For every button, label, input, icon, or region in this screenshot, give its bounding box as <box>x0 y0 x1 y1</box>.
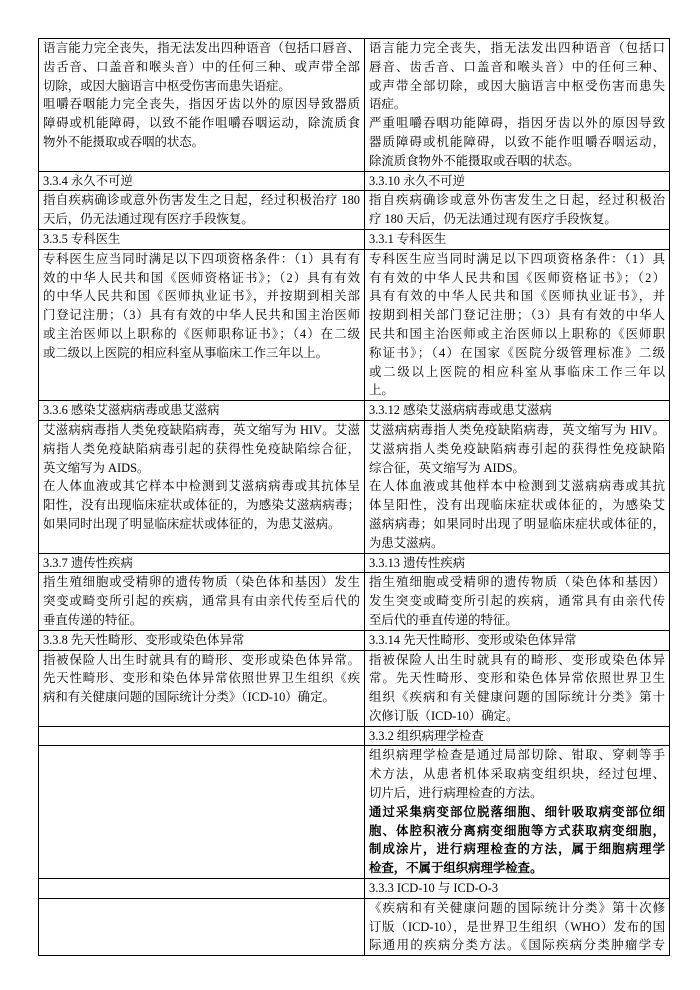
clause-heading: 3.3.4 永久不可逆 <box>43 173 133 188</box>
table-row <box>39 898 670 955</box>
clause-text-line: 组织《疾病和有关健康问题的国际统计分类》第十 <box>369 690 665 705</box>
clause-text-line: 艾滋病病毒指人类免疫缺陷病毒，英文缩写为 HIV。艾滋 <box>43 422 360 437</box>
left-cell-empty <box>39 726 365 746</box>
clause-text-line: 次修订版（ICD-10）确定。 <box>369 708 519 723</box>
left-cell-empty <box>39 898 365 955</box>
left-cell <box>39 420 365 553</box>
table-row <box>39 746 670 879</box>
left-cell <box>39 249 365 400</box>
clause-text-line: 突变或畸变所引起的疾病，通常具有由亲代传至后代的 <box>43 594 360 609</box>
heading-row <box>39 879 670 899</box>
table-row <box>39 191 670 230</box>
clause-text-line: 语言能力完全丧失，指无法发出四种语音（包括口唇音、 <box>43 41 360 55</box>
left-cell <box>39 191 365 230</box>
left-cell <box>39 630 365 650</box>
clause-text-line: 常。先天性畸形、变形和染色体异常依照世界卫生 <box>369 671 665 686</box>
left-cell <box>39 401 365 421</box>
clause-text-line: 或二级以上医院的相应科室从事临床工作三年以上。 <box>43 345 328 360</box>
heading-row <box>39 630 670 650</box>
right-cell <box>365 726 670 746</box>
clause-text-line: 《疾病和有关健康问题的国际统计分类》第十次修 <box>369 900 665 915</box>
right-cell <box>365 401 670 421</box>
clause-text-line: 病和有关健康问题的国际统计分类》（ICD-10）确定。 <box>43 690 335 705</box>
clause-text-line: 艾滋病病毒指人类免疫缺陷病毒，英文缩写为 HIV。 <box>369 422 665 437</box>
clause-emphasis-line: 检查，不属于组织病理学检查。 <box>369 861 543 876</box>
clause-text-line: 门登记注册；（3）具有有效的中华人民共和国主治医师 <box>43 308 360 323</box>
clause-text-line: 或声带全部切除，或因大脑语言中枢受伤害而患失 <box>369 78 665 93</box>
clause-text-line: 或二级以上医院的相应科室从事临床工作三年以 <box>369 364 665 379</box>
right-cell <box>365 249 670 400</box>
table-row <box>39 573 670 630</box>
clause-heading: 3.3.13 遗传性疾病 <box>369 555 466 570</box>
right-cell <box>365 573 670 630</box>
clause-text-line: 病指人类免疫缺陷病毒引起的获得性免疫缺陷综合征， <box>43 441 360 456</box>
clause-heading: 3.3.7 遗传性疾病 <box>43 555 133 570</box>
clause-text-line: 障碍或机能障碍，以致不能作咀嚼吞咽运动，除流质食 <box>43 116 360 131</box>
table-row <box>39 650 670 726</box>
clause-heading: 3.3.12 感染艾滋病病毒或患艾滋病 <box>369 403 552 418</box>
clause-text-line: 按期到相关部门登记注册；（3）具有有效的中华人 <box>369 308 665 323</box>
clause-text-line: 唇音、齿舌音、口盖音和喉头音）中的任何三种、 <box>369 59 665 74</box>
clause-text-line: 指自疾病确诊或意外伤害发生之日起，经过积极治疗 180 <box>43 193 360 208</box>
clause-text-line: 指被保险人出生时就具有的畸形、变形或染色体异常。 <box>43 652 360 667</box>
clause-text-line: 术方法，从患者机体采取病变组织块，经过包埋、 <box>369 767 665 782</box>
right-cell <box>365 229 670 249</box>
clause-text-line: 效的中华人民共和国《医师资格证书》；（2）具有有效 <box>43 270 360 285</box>
clause-heading: 3.3.1 专科医生 <box>369 231 447 246</box>
left-cell <box>39 650 365 726</box>
clause-text-line: 的中华人民共和国《医师执业证书》，并按期到相关部 <box>43 289 360 304</box>
table-row <box>39 39 670 172</box>
left-cell <box>39 553 365 573</box>
clause-text-line: 滋病病毒；如果同时出现了明显临床症状或体征的， <box>369 516 665 531</box>
clause-heading: 3.3.14 先天性畸形、变形或染色体异常 <box>369 632 577 647</box>
right-cell <box>365 420 670 553</box>
clause-text-line: 有有效的中华人民共和国《医师资格证书》；（2） <box>369 270 665 285</box>
right-cell <box>365 191 670 230</box>
left-cell-empty <box>39 879 365 899</box>
clause-text-line: 疗 180 天后，仍无法通过现有医疗手段恢复。 <box>369 212 617 227</box>
clause-text-line: 除流质食物外不能摄取或吞咽的状态。 <box>369 153 580 168</box>
clause-text-line: 先天性畸形、变形和染色体异常依照世界卫生组织《疾 <box>43 671 360 686</box>
clause-text-line: 具有有效的中华人民共和国《医师执业证书》，并 <box>369 289 665 304</box>
clause-text-line: 际通用的疾病分类方法。《国际疾病分类肿瘤学专 <box>369 938 665 953</box>
clause-text-line: 专科医生应当同时满足以下四项资格条件：（1）具有有 <box>43 251 360 266</box>
clause-text-line: 切除，或因大脑语言中枢受伤害而患失语症。 <box>43 78 291 93</box>
left-cell-empty <box>39 746 365 879</box>
clause-text-line: 专科医生应当同时满足以下四项资格条件：（1）具 <box>369 251 665 266</box>
clause-emphasis-line: 胞、体腔积液分离病变细胞等方式获取病变细胞， <box>369 823 665 838</box>
clause-text-line: 或主治医师以上职称的《医师职称证书》；（4）在二级 <box>43 326 360 341</box>
clause-text-line: 严重咀嚼吞咽功能障碍，指因牙齿以外的原因导致 <box>369 116 665 131</box>
heading-row <box>39 171 670 191</box>
clause-text-line: 阳性，没有出现临床症状或体征的，为感染艾滋病病毒； <box>43 498 360 513</box>
right-cell <box>365 630 670 650</box>
clause-text-line: 综合征，英文缩写为 AIDS。 <box>369 460 525 475</box>
clause-comparison-table <box>38 38 670 956</box>
clause-heading: 3.3.6 感染艾滋病病毒或患艾滋病 <box>43 403 220 418</box>
clause-text-line: 指被保险人出生时就具有的畸形、变形或染色体异 <box>369 652 665 667</box>
clause-text-line: 指自疾病确诊或意外伤害发生之日起，经过积极治 <box>369 193 665 208</box>
left-cell <box>39 229 365 249</box>
heading-row <box>39 229 670 249</box>
clause-text-line: 民共和国主治医师或主治医师以上职称的《医师职 <box>369 326 665 341</box>
left-cell <box>39 573 365 630</box>
clause-text-line: 至后代的垂直传递的特征。 <box>369 612 518 627</box>
clause-text-line: 英文缩写为 AIDS。 <box>43 460 150 475</box>
clause-text-line: 订版（ICD-10），是世界卫生组织（WHO）发布的国 <box>369 919 665 934</box>
right-cell <box>365 746 670 879</box>
clause-text-line: 垂直传递的特征。 <box>43 612 143 627</box>
clause-text-line: 如果同时出现了明显临床症状或体征的，为患艾滋病。 <box>43 516 341 531</box>
table-row <box>39 420 670 553</box>
clause-text-line: 组织病理学检查是通过局部切除、钳取、穿刺等手 <box>369 748 665 763</box>
clause-emphasis-line: 制成涂片，进行病理检查的方法，属于细胞病理学 <box>369 842 665 857</box>
clause-heading: 3.3.2 组织病理学检查 <box>369 728 484 743</box>
left-cell <box>39 171 365 191</box>
clause-text-line: 艾滋病指人类免疫缺陷病毒引起的获得性免疫缺陷 <box>369 441 665 456</box>
clause-text-line: 齿舌音、口盖音和喉头音）中的任何三种、或声带全部 <box>43 59 360 74</box>
clause-text-line: 语症。 <box>369 97 407 112</box>
right-cell <box>365 650 670 726</box>
clause-text-line: 器质障碍或机能障碍，以致不能作咀嚼吞咽运动， <box>369 134 665 149</box>
right-cell <box>365 879 670 899</box>
clause-text-line: 指生殖细胞或受精卵的遗传物质（染色体和基因） <box>369 575 665 590</box>
clause-heading: 3.3.10 永久不可逆 <box>369 173 466 188</box>
clause-text-line: 天后，仍无法通过现有医疗手段恢复。 <box>43 212 254 227</box>
table-row <box>39 249 670 400</box>
clause-text-line: 语言能力完全丧失，指无法发出四种语音（包括口 <box>369 41 665 55</box>
heading-row <box>39 553 670 573</box>
clause-heading: 3.3.8 先天性畸形、变形或染色体异常 <box>43 632 245 647</box>
right-cell <box>365 171 670 191</box>
clause-text-line: 咀嚼吞咽能力完全丧失，指因牙齿以外的原因导致器质 <box>43 97 360 112</box>
clause-emphasis-line: 通过采集病变部位脱落细胞、细针吸取病变部位细 <box>369 804 665 819</box>
clause-text-line: 体呈阳性，没有出现临床症状或体征的，为感染艾 <box>369 498 665 513</box>
clause-heading: 3.3.5 专科医生 <box>43 231 121 246</box>
clause-text-line: 指生殖细胞或受精卵的遗传物质（染色体和基因）发生 <box>43 575 360 590</box>
clause-text-line: 在人体血液或其它样本中检测到艾滋病病毒或其抗体呈 <box>43 479 360 494</box>
clause-text-line: 上。 <box>369 383 394 398</box>
clause-text-line: 切片后，进行病理检查的方法。 <box>369 786 543 801</box>
clause-text-line: 在人体血液或其他样本中检测到艾滋病病毒或其抗 <box>369 479 665 494</box>
clause-text-line: 为患艾滋病。 <box>369 535 444 550</box>
right-cell <box>365 553 670 573</box>
clause-text-line: 发生突变或畸变所引起的疾病，通常具有由亲代传 <box>369 594 665 609</box>
right-cell <box>365 898 670 955</box>
heading-row <box>39 726 670 746</box>
heading-row <box>39 401 670 421</box>
clause-text-line: 称证书》；（4）在国家《医院分级管理标准》二级 <box>369 345 665 360</box>
right-cell <box>365 39 670 172</box>
left-cell <box>39 39 365 172</box>
clause-heading: 3.3.3 ICD-10 与 ICD-O-3 <box>369 881 499 896</box>
clause-text-line: 物外不能摄取或吞咽的状态。 <box>43 134 205 149</box>
